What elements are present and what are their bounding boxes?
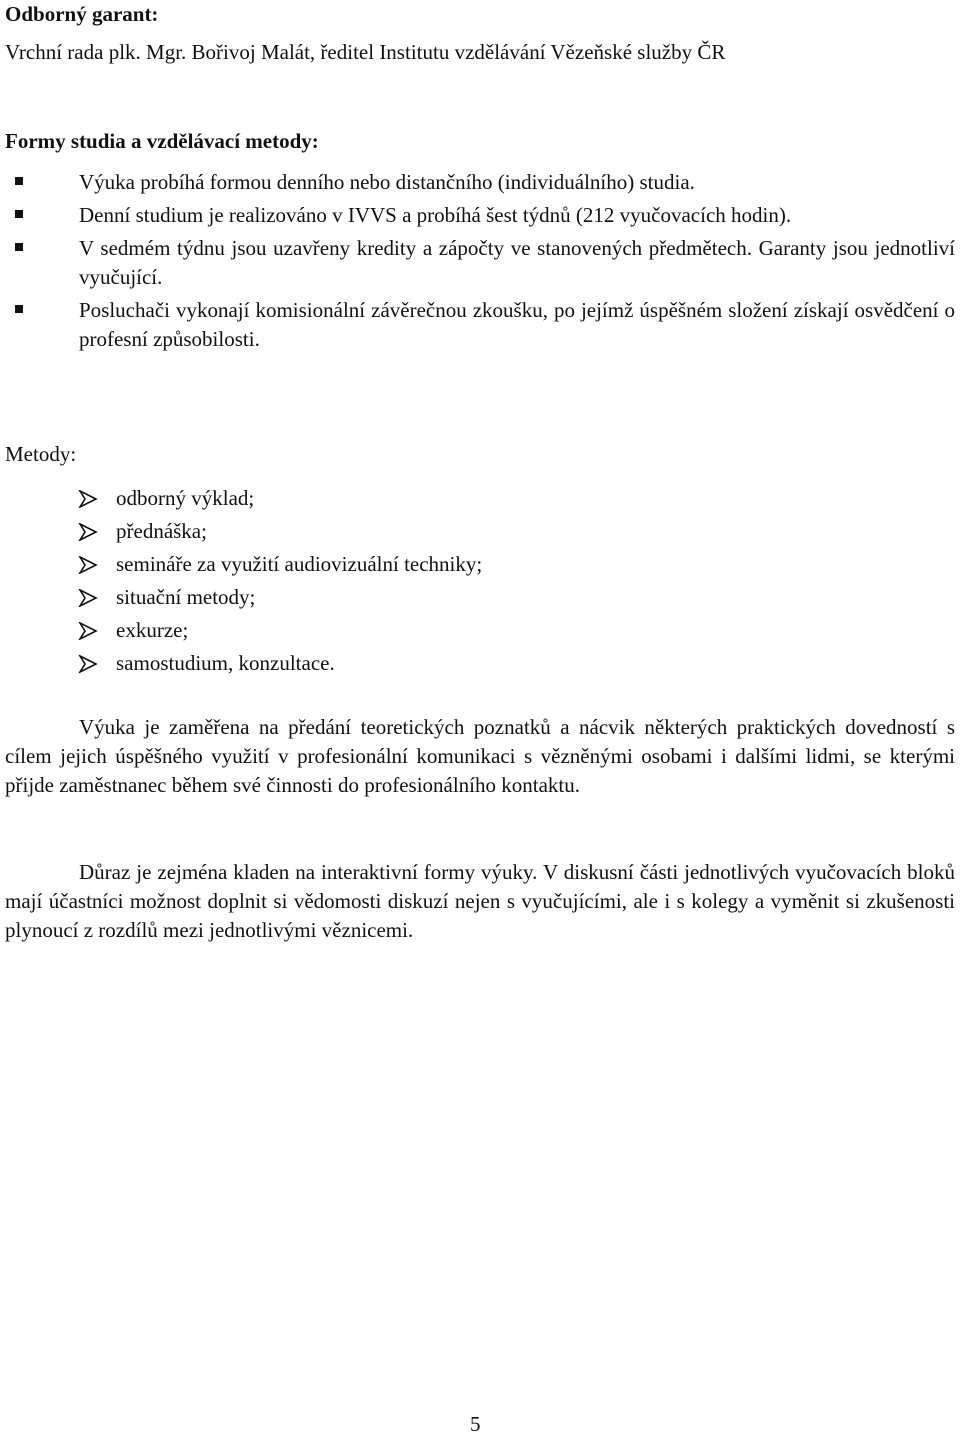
list-item <box>5 484 482 517</box>
square-bullet-icon <box>15 210 23 218</box>
arrowhead-bullet-icon <box>78 523 98 541</box>
arrowhead-bullet-icon <box>78 589 98 607</box>
list-item-text: samostudium, konzultace. <box>116 651 335 675</box>
square-bullet-icon <box>15 243 23 251</box>
list-item-text: Výuka probíhá formou denního nebo distančního (individuálního) studia. <box>79 170 695 194</box>
page-number: 5 <box>470 1412 481 1436</box>
list-item-text: V sedmém týdnu jsou uzavřeny kredity a zápočty ve stanovených předmětech. Garanty jsou jednotliví vyučující. <box>79 236 955 289</box>
body-paragraph: Výuka je zaměřena na předání teoretických poznatků a nácvik některých praktických dovedností s cílem jejich úspěšného využití v profesionální komunikaci s vězněnými osobami i dalšími lidmi, se kterými přijde zaměstnanec během své činnosti do profesionálního kontaktu. <box>5 715 955 797</box>
garant-text: Vrchní rada plk. Mgr. Bořivoj Malát, ředitel Institutu vzdělávání Vězeňské služby ČR <box>5 40 726 64</box>
methods-list <box>5 484 482 682</box>
square-bullet-icon <box>15 177 23 185</box>
list-item-text: situační metody; <box>116 585 256 609</box>
arrowhead-bullet-icon <box>78 622 98 640</box>
list-item-text: odborný výklad; <box>116 486 255 510</box>
arrowhead-bullet-icon <box>78 490 98 508</box>
forms-list <box>5 168 955 358</box>
list-item-text: přednáška; <box>116 519 207 543</box>
forms-heading: Formy studia a vzdělávací metody: <box>5 129 319 153</box>
list-item <box>5 296 955 354</box>
arrowhead-bullet-icon <box>78 556 98 574</box>
list-item <box>5 201 955 230</box>
list-item <box>5 550 482 583</box>
arrowhead-bullet-icon <box>78 655 98 673</box>
body-paragraph: Důraz je zejména kladen na interaktivní formy výuky. V diskusní části jednotlivých vyučovacích bloků mají účastníci možnost doplnit si vědomosti diskuzí nejen s vyučujícími, ale i s kolegy a vyměnit si zkušenosti plynoucí z rozdílů mezi jednotlivými věznicemi. <box>5 860 955 942</box>
list-item <box>5 583 482 616</box>
list-item-text: exkurze; <box>116 618 189 642</box>
garant-heading: Odborný garant: <box>5 2 159 26</box>
list-item-text: semináře za využití audiovizuální techniky; <box>116 552 483 576</box>
list-item <box>5 234 955 292</box>
list-item-text: Posluchači vykonají komisionální závěrečnou zkoušku, po jejímž úspěšném složení získají osvědčení o profesní způsobilosti. <box>79 298 955 351</box>
methods-heading: Metody: <box>5 442 77 466</box>
square-bullet-icon <box>15 305 23 313</box>
list-item <box>5 517 482 550</box>
list-item <box>5 168 955 197</box>
list-item <box>5 649 482 682</box>
list-item <box>5 616 482 649</box>
list-item-text: Denní studium je realizováno v IVVS a probíhá šest týdnů (212 vyučovacích hodin). <box>79 203 792 227</box>
